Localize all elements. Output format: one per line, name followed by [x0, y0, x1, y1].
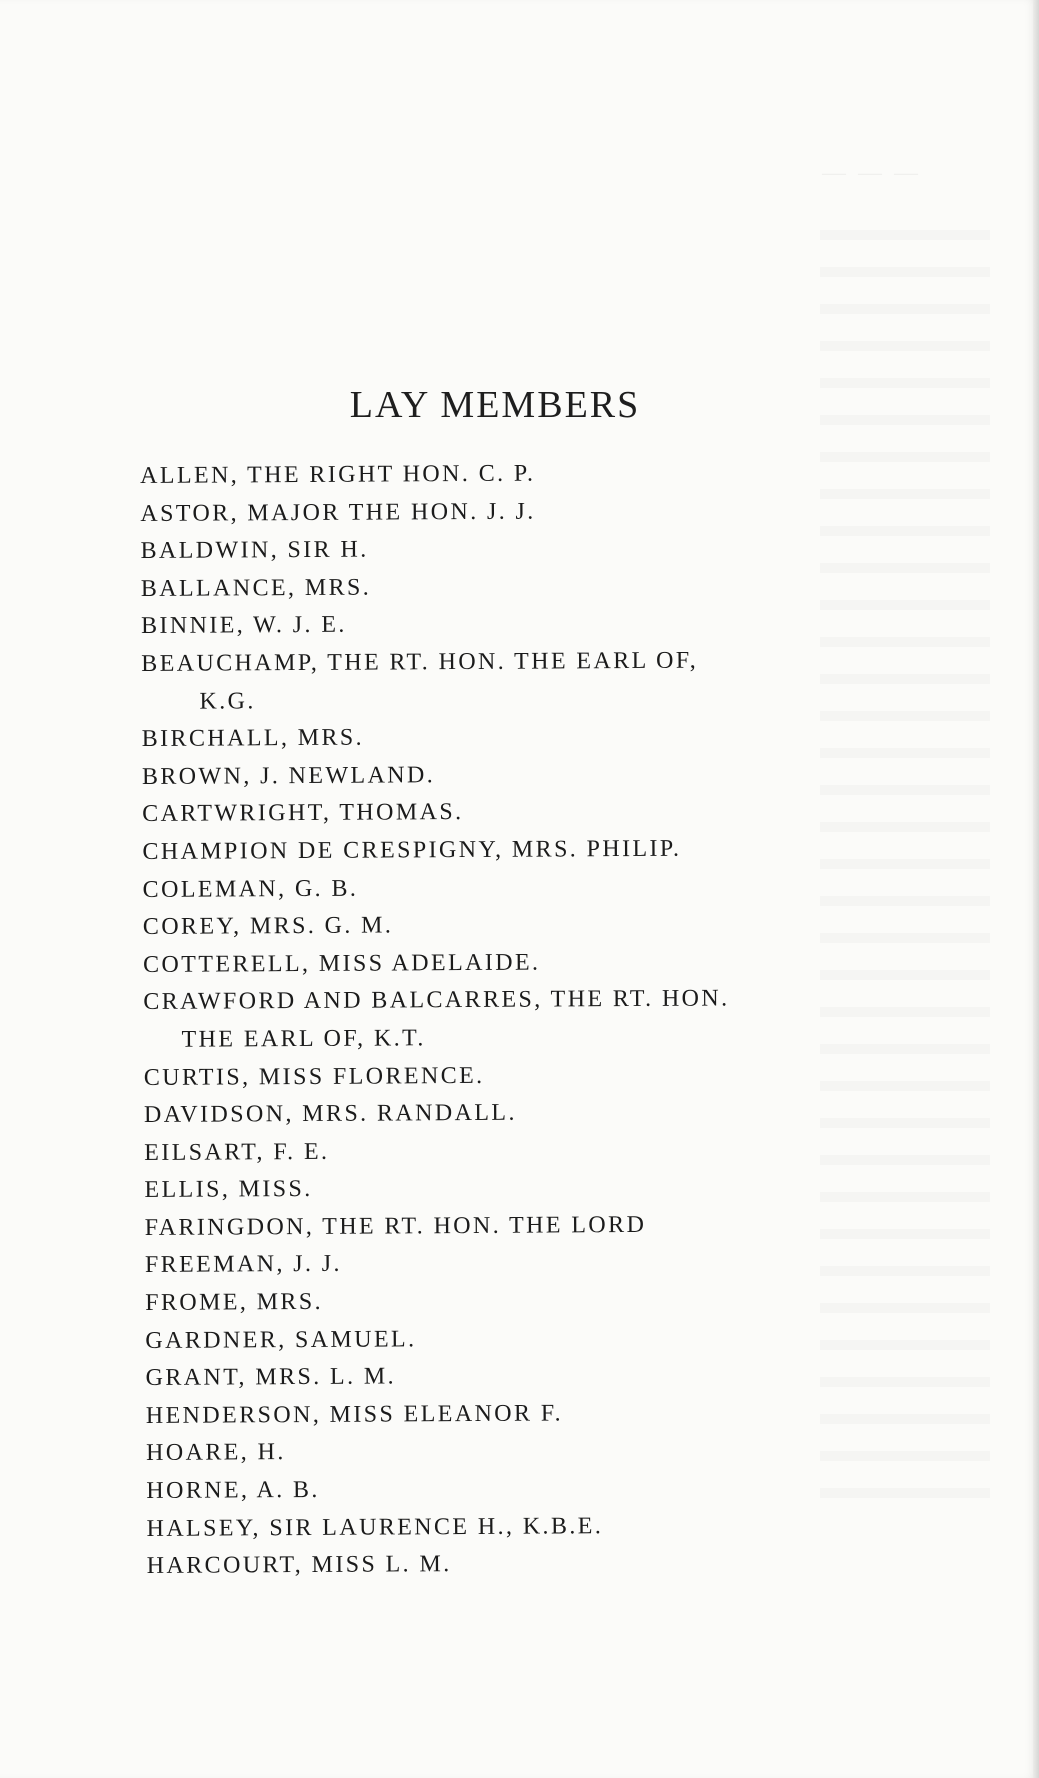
- member-entry: COLEMAN, G. B.: [142, 875, 359, 903]
- page-edge: [1033, 0, 1039, 1778]
- member-entry: BIRCHALL, MRS.: [141, 724, 365, 753]
- member-entry: HOARE, H.: [146, 1439, 286, 1467]
- member-entry: GARDNER, SAMUEL.: [145, 1325, 417, 1354]
- member-entry: HALSEY, SIR LAURENCE H., K.B.E.: [146, 1512, 604, 1542]
- member-entry: CRAWFORD AND BALCARRES, THE RT. HON.: [143, 985, 730, 1016]
- show-through-header: [822, 160, 921, 187]
- member-entry: FROME, MRS.: [145, 1288, 324, 1317]
- member-list: [140, 454, 733, 1585]
- member-entry: BALDWIN, SIR H.: [140, 536, 369, 565]
- member-entry: BROWN, J. NEWLAND.: [141, 761, 436, 790]
- member-entry: HENDERSON, MISS ELEANOR F.: [145, 1400, 564, 1429]
- member-entry: CARTWRIGHT, THOMAS.: [142, 799, 464, 828]
- member-entry: DAVIDSON, MRS. RANDALL.: [143, 1099, 517, 1129]
- member-entry: HARCOURT, MISS L. M.: [146, 1551, 452, 1580]
- member-entry: COREY, MRS. G. M.: [142, 912, 394, 941]
- member-entry: ALLEN, THE RIGHT HON. C. P.: [140, 460, 536, 489]
- member-entry: BEAUCHAMP, THE RT. HON. THE EARL OF,: [141, 647, 699, 677]
- member-entry: BALLANCE, MRS.: [140, 574, 372, 602]
- member-entry-continuation: K.G.: [199, 687, 256, 715]
- member-entry: ASTOR, MAJOR THE HON. J. J.: [140, 498, 536, 527]
- member-entry: ELLIS, MISS.: [144, 1176, 313, 1204]
- member-entry: CURTIS, MISS FLORENCE.: [143, 1062, 485, 1091]
- member-entry: FREEMAN, J. J.: [144, 1251, 342, 1279]
- member-entry: FARINGDON, THE RT. HON. THE LORD: [144, 1211, 647, 1241]
- member-entry: EILSART, F. E.: [144, 1138, 330, 1166]
- member-entry: HORNE, A. B.: [146, 1476, 320, 1505]
- member-entry-continuation: THE EARL OF, K.T.: [181, 1025, 426, 1053]
- member-entry: BINNIE, W. J. E.: [140, 612, 347, 640]
- member-entry: CHAMPION DE CRESPIGNY, MRS. PHILIP.: [142, 835, 682, 865]
- page-title: LAY MEMBERS: [349, 384, 641, 426]
- member-entry: GRANT, MRS. L. M.: [145, 1363, 397, 1392]
- member-entry: COTTERELL, MISS ADELAIDE.: [143, 949, 541, 978]
